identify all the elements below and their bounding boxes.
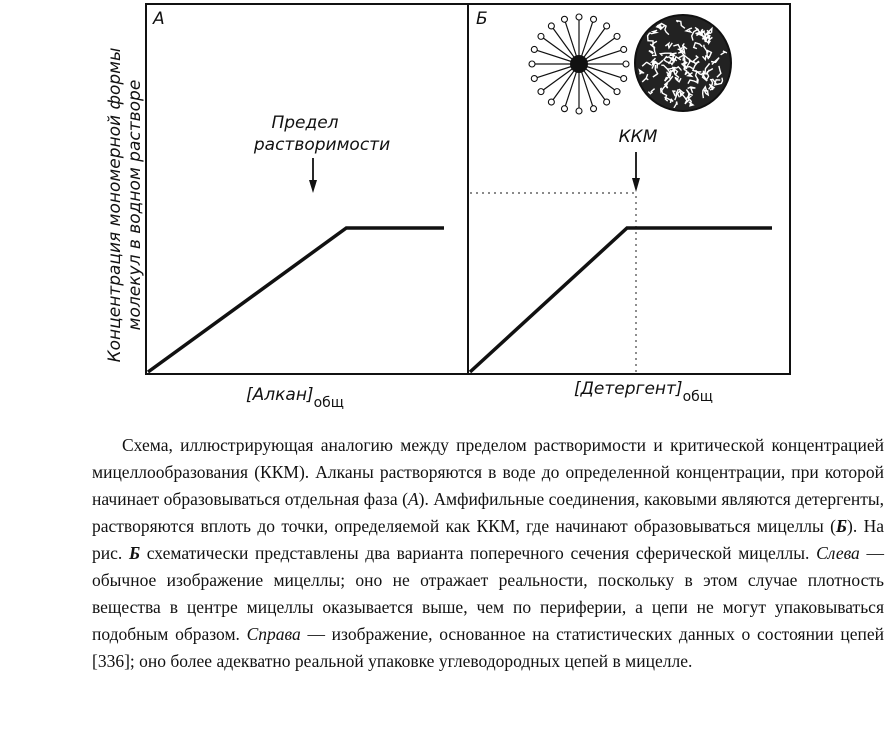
caption-text-3: ). На рис. xyxy=(92,516,884,563)
caption-right-word: Справа xyxy=(246,624,301,644)
panel-a-letter: А xyxy=(153,9,165,29)
micelle-simple-drawing xyxy=(529,14,629,114)
panel-b-x-label-main: [Детергент] xyxy=(574,379,683,399)
caption-ref-b2: Б xyxy=(128,543,141,563)
caption-text-2: ). Амфифильные соединения, каковыми являются детергенты, растворяются вплоть до точки, определяемой как ККМ, где начинают образовываться мицеллы ( xyxy=(92,489,884,536)
panel-b-peak-label: ККМ xyxy=(618,127,658,147)
panel-a-curve xyxy=(148,228,444,372)
y-axis-label-line2: молекул в водном растворе xyxy=(125,79,145,331)
y-axis-label-line1: Концентрация мономерной формы xyxy=(105,47,125,363)
caption-text-4: схематически представлены два варианта поперечного сечения сферической мицеллы. xyxy=(140,543,817,563)
panel-a-peak-label-line1: Предел xyxy=(271,113,339,133)
panel-a-frame xyxy=(146,4,468,374)
panel-b-curve xyxy=(470,228,772,372)
caption-left-word: Слева xyxy=(816,543,860,563)
panel-a-x-label-main: [Алкан] xyxy=(246,385,314,405)
panel-b-x-label xyxy=(574,379,713,405)
panel-a-peak-label-line2: растворимости xyxy=(253,135,391,155)
caption-text-1: Схема, иллюстрирующая аналогию между пределом растворимости и критической концентрацией мицеллообразования (ККМ). Алканы растворяются в воде до определенной концентрации, при которой начинает образовываться отдельная фаза ( xyxy=(92,435,884,509)
caption-text-5: — обычное изображение мицеллы; оно не отражает реальности, поскольку в этом случае плотность вещества в центре мицеллы оказывается выше, чем по периферии, а цепи не могут упаковываться подобным образом. xyxy=(92,543,884,644)
micelle-realistic-drawing xyxy=(635,15,731,111)
panel-a-x-label xyxy=(246,385,344,411)
figure-caption xyxy=(92,432,884,675)
caption-ref-b: Б xyxy=(835,516,848,536)
panel-b-frame xyxy=(468,4,790,374)
caption-ref-a: А xyxy=(407,489,419,509)
panel-a-x-label-sub: общ xyxy=(313,395,344,411)
panel-b-arrow xyxy=(632,152,640,192)
panel-b-x-label-sub: общ xyxy=(682,389,713,405)
panel-b-letter: Б xyxy=(476,9,488,29)
caption-paragraph xyxy=(92,432,884,675)
panel-a-arrow xyxy=(309,158,317,193)
caption-text-6: — изображение, основанное на статистических данных о состоянии цепей [336]; оно более адекватно реальной упаковке углеводородных цепей в мицелле. xyxy=(92,624,884,671)
